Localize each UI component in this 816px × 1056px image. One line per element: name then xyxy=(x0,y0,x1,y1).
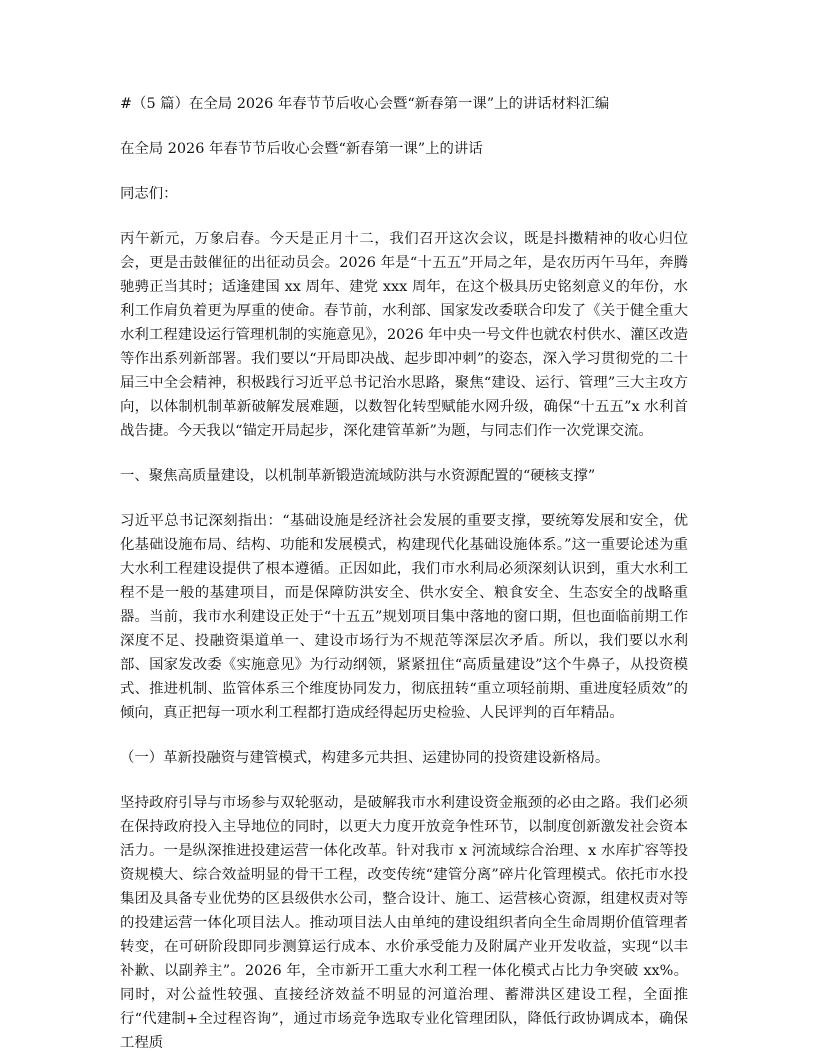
collection-title: #（5 篇）在全局 2026 年春节节后收心会暨“新春第一课”上的讲话材料汇编 xyxy=(120,96,610,112)
paragraph-opening: 丙午新元，万象启春。今天是正月十二，我们召开这次会议，既是抖擞精神的收心归位会，更是击鼓催征的出征动员会。2026 年是“十五五”开局之年，是农历丙午马年，奔腾驰骋正当其时；适逢建国 xx 周年、建党 xxx 周年，在这个极具历史铭刻意义的年份，水利工作肩负着更为厚重的使命。春节前，水利部、国家发改委联合印发了《关于健全重大水利工程建设运行管理机制的实施意见》，2026 年中央一号文件也就农村供水、灌区改造等作出系列新部署。我们要以“开局即决战、起步即冲刺”的姿态，深入学习贯彻党的二十届三中全会精神，积极践行习近平总书记治水思路，聚焦“建设、运行、管理”三大主攻方向，以体制机制革新破解发展难题，以数智化转型赋能水网升级，确保“十五五”x 水利首战告捷。今天我以“锚定开局起步，深化建管革新”为题，与同志们作一次党课交流。 xyxy=(120,231,688,439)
subsection-heading-1: （一）革新投融资与建管模式，构建多元共担、运建协同的投资建设新格局。 xyxy=(120,750,610,766)
salutation: 同志们： xyxy=(120,186,178,202)
paragraph-subsection-1: 坚持政府引导与市场参与双轮驱动，是破解我市水利建设资金瓶颈的必由之路。我们必须在保持政府投入主导地位的同时，以更大力度开放竞争性环节，以制度创新激发社会资本活力。一是纵深推进投建运营一体化改革。针对我市 x 河流域综合治理、x 水库扩容等投资规模大、综合效益明显的骨干工程，改变传统“建管分离”碎片化管理模式。依托市水投集团及具备专业优势的区县级供水公司，整合设计、施工、运营核心资源，组建权责对等的投建运营一体化项目法人。推动项目法人由单纯的建设组织者向全生命周期价值管理者转变，在可研阶段即同步测算运行成本、水价承受能力及附属产业开发收益，实现“以丰补歉、以副养主”。2026 年，全市新开工重大水利工程一体化模式占比力争突破 xx%。同时，对公益性较强、直接经济效益不明显的河道治理、蓄滞洪区建设工程，全面推行“代建制+全过程咨询”，通过市场竞争选取专业化管理团队，降低行政协调成本，确保工程质 xyxy=(120,795,688,1051)
speech-title: 在全局 2026 年春节节后收心会暨“新春第一课”上的讲话 xyxy=(120,141,483,157)
paragraph-section-1: 习近平总书记深刻指出：“基础设施是经济社会发展的重要支撑，要统筹发展和安全，优化基础设施布局、结构、功能和发展模式，构建现代化基础设施体系。”这一重要论述为重大水利工程建设提供了根本遵循。正因如此，我们市水利局必须深刻认识到，重大水利工程不是一般的基建项目，而是保障防洪安全、供水安全、粮食安全、生态安全的战略重器。当前，我市水利建设正处于“十五五”规划项目集中落地的窗口期，但也面临前期工作深度不足、投融资渠道单一、建设市场行为不规范等深层次矛盾。所以，我们要以水利部、国家发改委《实施意见》为行动纲领，紧紧扭住“高质量建设”这个牛鼻子，从投资模式、推进机制、监管体系三个维度协同发力，彻底扭转“重立项轻前期、重进度轻质效”的倾向，真正把每一项水利工程都打造成经得起历史检验、人民评判的百年精品。 xyxy=(120,513,688,721)
document-page xyxy=(120,92,688,1055)
section-heading-1: 一、聚焦高质量建设，以机制革新锻造流域防洪与水资源配置的“硬核支撑” xyxy=(120,468,596,484)
